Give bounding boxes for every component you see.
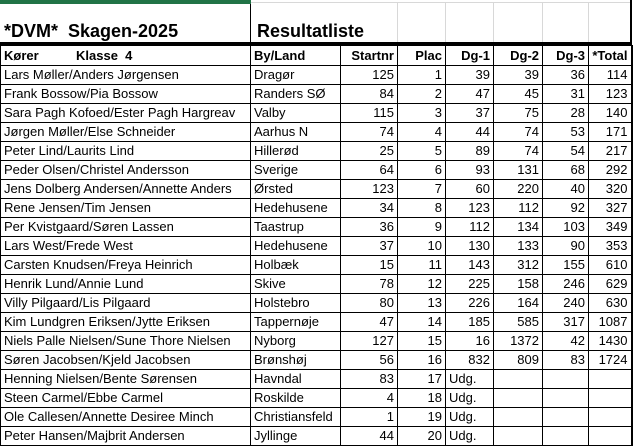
cell-plac[interactable]: 1: [398, 66, 446, 85]
cell-driver[interactable]: Jens Dolberg Andersen/Annette Anders: [1, 180, 251, 199]
cell-total[interactable]: 327: [589, 199, 632, 218]
table-right-border: [630, 0, 632, 45]
cell-startnr[interactable]: 123: [341, 180, 398, 199]
cell-dg1[interactable]: Udg.: [446, 427, 494, 446]
cell-total[interactable]: 217: [589, 142, 632, 161]
cell-dg3[interactable]: 83: [543, 351, 589, 370]
cell-plac[interactable]: 18: [398, 389, 446, 408]
cell-dg2[interactable]: 585: [494, 313, 543, 332]
gridline: [588, 2, 589, 42]
table-row: [1, 370, 632, 389]
table-row: [1, 332, 632, 351]
cell-startnr[interactable]: 84: [341, 85, 398, 104]
cell-dg2[interactable]: 131: [494, 161, 543, 180]
cell-dg1[interactable]: 37: [446, 104, 494, 123]
cell-total[interactable]: 1087: [589, 313, 632, 332]
cell-driver[interactable]: Peter Lind/Laurits Lind: [1, 142, 251, 161]
cell-startnr[interactable]: 4: [341, 389, 398, 408]
table-row: [1, 104, 632, 123]
cell-dg1[interactable]: 226: [446, 294, 494, 313]
cell-plac[interactable]: 7: [398, 180, 446, 199]
cell-driver[interactable]: Henning Nielsen/Bente Sørensen: [1, 370, 251, 389]
cell-dg2[interactable]: 74: [494, 142, 543, 161]
cell-total[interactable]: 171: [589, 123, 632, 142]
cell-driver[interactable]: Lars Møller/Anders Jørgensen: [1, 66, 251, 85]
header-dg1[interactable]: Dg-1: [446, 46, 494, 66]
cell-city[interactable]: Nyborg: [251, 332, 341, 351]
cell-total[interactable]: 114: [589, 66, 632, 85]
cell-plac[interactable]: 15: [398, 332, 446, 351]
cell-city[interactable]: Taastrup: [251, 218, 341, 237]
cell-dg1[interactable]: 16: [446, 332, 494, 351]
results-table: [0, 45, 633, 446]
cell-total[interactable]: 140: [589, 104, 632, 123]
cell-dg3[interactable]: 68: [543, 161, 589, 180]
cell-city[interactable]: Dragør: [251, 66, 341, 85]
gridline: [542, 2, 543, 42]
cell-dg2[interactable]: 134: [494, 218, 543, 237]
cell-city[interactable]: Havndal: [251, 370, 341, 389]
cell-dg2[interactable]: [494, 427, 543, 446]
cell-driver[interactable]: Sara Pagh Kofoed/Ester Pagh Hargreav: [1, 104, 251, 123]
cell-startnr[interactable]: 44: [341, 427, 398, 446]
table-row: [1, 389, 632, 408]
cell-startnr[interactable]: 78: [341, 275, 398, 294]
header-plac[interactable]: Plac: [398, 46, 446, 66]
header-dg2[interactable]: Dg-2: [494, 46, 543, 66]
cell-driver[interactable]: Carsten Knudsen/Freya Heinrich: [1, 256, 251, 275]
table-row: [1, 256, 632, 275]
cell-startnr[interactable]: 74: [341, 123, 398, 142]
cell-dg2[interactable]: 75: [494, 104, 543, 123]
header-startnr[interactable]: Startnr: [341, 46, 398, 66]
cell-plac[interactable]: 14: [398, 313, 446, 332]
cell-dg2[interactable]: 809: [494, 351, 543, 370]
cell-driver[interactable]: Peter Hansen/Majbrit Andersen: [1, 427, 251, 446]
header-korer-klasse[interactable]: [1, 46, 251, 66]
cell-plac[interactable]: 2: [398, 85, 446, 104]
cell-dg3[interactable]: 90: [543, 237, 589, 256]
cell-plac[interactable]: 3: [398, 104, 446, 123]
gridline: [397, 2, 398, 42]
cell-city[interactable]: Christiansfeld: [251, 408, 341, 427]
cell-city[interactable]: Skive: [251, 275, 341, 294]
cell-plac[interactable]: 17: [398, 370, 446, 389]
cell-total[interactable]: 292: [589, 161, 632, 180]
cell-dg1[interactable]: 44: [446, 123, 494, 142]
result-list-title[interactable]: Resultatliste: [257, 21, 365, 41]
cell-driver[interactable]: Niels Palle Nielsen/Sune Thore Nielsen: [1, 332, 251, 351]
cell-startnr[interactable]: 64: [341, 161, 398, 180]
cell-startnr[interactable]: 80: [341, 294, 398, 313]
cell-startnr[interactable]: 37: [341, 237, 398, 256]
results-table-body: [1, 66, 632, 446]
cell-total[interactable]: 630: [589, 294, 632, 313]
cell-startnr[interactable]: 83: [341, 370, 398, 389]
cell-dg2[interactable]: 39: [494, 66, 543, 85]
cell-startnr[interactable]: 25: [341, 142, 398, 161]
cell-plac[interactable]: 19: [398, 408, 446, 427]
cell-dg3[interactable]: 36: [543, 66, 589, 85]
cell-driver[interactable]: Jørgen Møller/Else Schneider: [1, 123, 251, 142]
header-korer-label: Kører: [4, 48, 39, 63]
cell-driver[interactable]: Kim Lundgren Eriksen/Jytte Eriksen: [1, 313, 251, 332]
cell-dg1[interactable]: 47: [446, 85, 494, 104]
cell-plac[interactable]: 6: [398, 161, 446, 180]
cell-startnr[interactable]: 1: [341, 408, 398, 427]
cell-plac[interactable]: 16: [398, 351, 446, 370]
cell-total[interactable]: [589, 427, 632, 446]
header-row: [1, 46, 632, 66]
cell-city[interactable]: Randers SØ: [251, 85, 341, 104]
table-row: [1, 199, 632, 218]
header-total[interactable]: *Total: [589, 46, 632, 66]
cell-dg1[interactable]: Udg.: [446, 389, 494, 408]
table-row: [1, 85, 632, 104]
cell-dg1[interactable]: 130: [446, 237, 494, 256]
cell-driver[interactable]: Peder Olsen/Christel Andersson: [1, 161, 251, 180]
cell-dg2[interactable]: [494, 408, 543, 427]
cell-driver[interactable]: Per Kvistgaard/Søren Lassen: [1, 218, 251, 237]
cell-dg1[interactable]: 185: [446, 313, 494, 332]
cell-startnr[interactable]: 15: [341, 256, 398, 275]
cell-total[interactable]: [589, 370, 632, 389]
cell-dg1[interactable]: 60: [446, 180, 494, 199]
table-row: [1, 294, 632, 313]
table-row: [1, 237, 632, 256]
cell-driver[interactable]: Rene Jensen/Tim Jensen: [1, 199, 251, 218]
gridline: [493, 2, 494, 42]
cell-city[interactable]: Tappernøje: [251, 313, 341, 332]
cell-startnr[interactable]: 125: [341, 66, 398, 85]
cell-driver[interactable]: Søren Jacobsen/Kjeld Jacobsen: [1, 351, 251, 370]
cell-dg3[interactable]: 317: [543, 313, 589, 332]
table-row: [1, 218, 632, 237]
table-row: [1, 180, 632, 199]
cell-dg3[interactable]: [543, 427, 589, 446]
cell-dg2[interactable]: 158: [494, 275, 543, 294]
cell-driver[interactable]: Lars West/Frede West: [1, 237, 251, 256]
cell-dg3[interactable]: 246: [543, 275, 589, 294]
cell-dg3[interactable]: 92: [543, 199, 589, 218]
cell-city[interactable]: Roskilde: [251, 389, 341, 408]
cell-dg2[interactable]: 45: [494, 85, 543, 104]
cell-plac[interactable]: 20: [398, 427, 446, 446]
cell-dg3[interactable]: 54: [543, 142, 589, 161]
cell-startnr[interactable]: 127: [341, 332, 398, 351]
cell-dg3[interactable]: [543, 408, 589, 427]
cell-driver[interactable]: Steen Carmel/Ebbe Carmel: [1, 389, 251, 408]
cell-dg2[interactable]: [494, 370, 543, 389]
cell-city[interactable]: Sverige: [251, 161, 341, 180]
cell-driver[interactable]: Ole Callesen/Annette Desiree Minch: [1, 408, 251, 427]
table-row: [1, 427, 632, 446]
cell-total[interactable]: [589, 389, 632, 408]
cell-city[interactable]: Aarhus N: [251, 123, 341, 142]
cell-plac[interactable]: 8: [398, 199, 446, 218]
cell-dg2[interactable]: 312: [494, 256, 543, 275]
cell-total[interactable]: 320: [589, 180, 632, 199]
cell-dg1[interactable]: 112: [446, 218, 494, 237]
cell-plac[interactable]: 5: [398, 142, 446, 161]
table-row: [1, 313, 632, 332]
cell-city[interactable]: Holbæk: [251, 256, 341, 275]
cell-dg1[interactable]: 39: [446, 66, 494, 85]
cell-dg3[interactable]: 40: [543, 180, 589, 199]
cell-city[interactable]: Holstebro: [251, 294, 341, 313]
cell-dg1[interactable]: 225: [446, 275, 494, 294]
cell-city[interactable]: Jyllinge: [251, 427, 341, 446]
gridline: [251, 2, 632, 3]
cell-dg2[interactable]: 112: [494, 199, 543, 218]
table-row: [1, 161, 632, 180]
cell-dg3[interactable]: 42: [543, 332, 589, 351]
cell-total[interactable]: 610: [589, 256, 632, 275]
table-row: [1, 66, 632, 85]
cell-startnr[interactable]: 34: [341, 199, 398, 218]
cell-dg3[interactable]: 53: [543, 123, 589, 142]
cell-total[interactable]: 123: [589, 85, 632, 104]
cell-plac[interactable]: 10: [398, 237, 446, 256]
cell-dg2[interactable]: 164: [494, 294, 543, 313]
cell-city[interactable]: Hedehusene: [251, 199, 341, 218]
cell-total[interactable]: 349: [589, 218, 632, 237]
cell-dg1[interactable]: 93: [446, 161, 494, 180]
cell-startnr[interactable]: 56: [341, 351, 398, 370]
cell-dg2[interactable]: [494, 389, 543, 408]
cell-total[interactable]: [589, 408, 632, 427]
title-cell-divider: [250, 4, 251, 45]
cell-dg2[interactable]: 1372: [494, 332, 543, 351]
cell-dg1[interactable]: Udg.: [446, 408, 494, 427]
cell-dg1[interactable]: 143: [446, 256, 494, 275]
table-row: [1, 142, 632, 161]
header-dg3[interactable]: Dg-3: [543, 46, 589, 66]
table-row: [1, 408, 632, 427]
header-byland[interactable]: By/Land: [251, 46, 341, 66]
cell-dg3[interactable]: 240: [543, 294, 589, 313]
cell-dg3[interactable]: [543, 370, 589, 389]
cell-city[interactable]: Valby: [251, 104, 341, 123]
cell-driver[interactable]: Frank Bossow/Pia Bossow: [1, 85, 251, 104]
cell-plac[interactable]: 13: [398, 294, 446, 313]
cell-dg1[interactable]: 832: [446, 351, 494, 370]
cell-dg3[interactable]: 31: [543, 85, 589, 104]
cell-plac[interactable]: 11: [398, 256, 446, 275]
cell-dg3[interactable]: 28: [543, 104, 589, 123]
cell-driver[interactable]: Villy Pilgaard/Lis Pilgaard: [1, 294, 251, 313]
cell-plac[interactable]: 4: [398, 123, 446, 142]
cell-dg2[interactable]: 133: [494, 237, 543, 256]
cell-city[interactable]: Hillerød: [251, 142, 341, 161]
cell-startnr[interactable]: 36: [341, 218, 398, 237]
cell-total[interactable]: 1724: [589, 351, 632, 370]
cell-dg3[interactable]: 155: [543, 256, 589, 275]
cell-startnr[interactable]: 115: [341, 104, 398, 123]
cell-total[interactable]: 1430: [589, 332, 632, 351]
cell-city[interactable]: Hedehusene: [251, 237, 341, 256]
cell-plac[interactable]: 12: [398, 275, 446, 294]
cell-dg2[interactable]: 220: [494, 180, 543, 199]
cell-total[interactable]: 353: [589, 237, 632, 256]
table-row: [1, 123, 632, 142]
header-klasse-label: Klasse 4: [76, 48, 133, 63]
sheet-title[interactable]: *DVM* Skagen-2025: [4, 21, 179, 41]
gridline: [445, 2, 446, 42]
cell-total[interactable]: 629: [589, 275, 632, 294]
cell-dg3[interactable]: [543, 389, 589, 408]
cell-city[interactable]: Brønshøj: [251, 351, 341, 370]
cell-dg3[interactable]: 103: [543, 218, 589, 237]
cell-dg1[interactable]: Udg.: [446, 370, 494, 389]
cell-dg1[interactable]: 89: [446, 142, 494, 161]
cell-city[interactable]: Ørsted: [251, 180, 341, 199]
table-row: [1, 351, 632, 370]
cell-startnr[interactable]: 47: [341, 313, 398, 332]
cell-dg2[interactable]: 74: [494, 123, 543, 142]
green-top-border: [0, 0, 251, 4]
cell-plac[interactable]: 9: [398, 218, 446, 237]
table-row: [1, 275, 632, 294]
cell-driver[interactable]: Henrik Lund/Annie Lund: [1, 275, 251, 294]
cell-dg1[interactable]: 123: [446, 199, 494, 218]
